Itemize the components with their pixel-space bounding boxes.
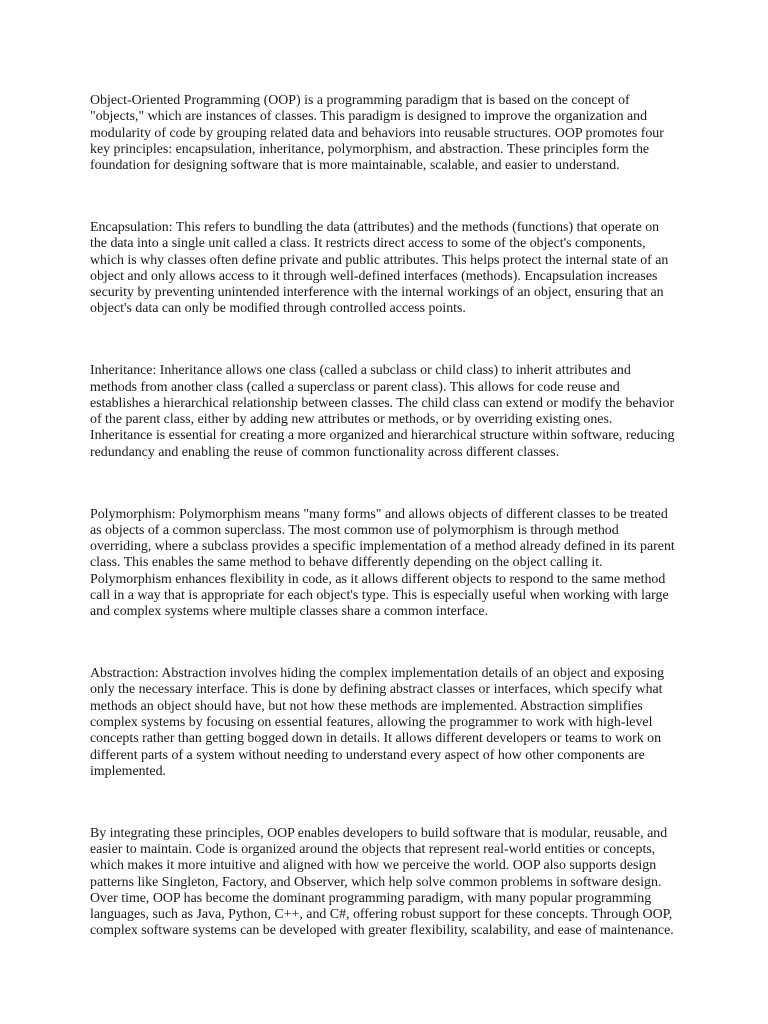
paragraph-polymorphism: Polymorphism: Polymorphism means "many forms" and allows objects of different classes to be treated as objects of a common superclass. The most common use of polymorphism is through method overriding, where a subclass provides a specific implementation of a method already defined in its parent class. This enables the same method to behave differently depending on the object calling it. Polymorphism enhances flexibility in code, as it allows different objects to respond to the same method call in a way that is appropriate for each object's type. This is especially useful when working with large and complex systems where multiple classes share a common interface. xyxy=(90,506,675,620)
paragraph-encapsulation: Encapsulation: This refers to bundling the data (attributes) and the methods (functions) that operate on the data into a single unit called a class. It restricts direct access to some of the object's components, which is why classes often define private and public attributes. This helps protect the internal state of an object and only allows access to it through well-defined interfaces (methods). Encapsulation increases security by preventing unintended interference with the internal workings of an object, ensuring that an object's data can only be modified through controlled access points. xyxy=(90,219,669,317)
paragraph-intro: Object-Oriented Programming (OOP) is a programming paradigm that is based on the concept of "objects," which are instances of classes. This paradigm is designed to improve the organization and modularity of code by grouping related data and behaviors into reusable structures. OOP promotes four key principles: encapsulation, inheritance, polymorphism, and abstraction. These principles form the foundation for designing software that is more maintainable, scalable, and easier to understand. xyxy=(90,93,664,174)
paragraph-abstraction: Abstraction: Abstraction involves hiding the complex implementation details of an object and exposing only the necessary interface. This is done by defining abstract classes or interfaces, which specify what methods an object should have, but not how these methods are implemented. Abstraction simplifies complex systems by focusing on essential features, allowing the programmer to work with high-level concepts rather than getting bogged down in details. It allows different developers or teams to work on different parts of a system without needing to understand every aspect of how other components are implemented. xyxy=(90,666,665,779)
document-body xyxy=(90,93,678,985)
paragraph-conclusion: By integrating these principles, OOP enables developers to build software that is modular, reusable, and easier to maintain. Code is organized around the objects that represent real-world entities or concepts, which makes it more intuitive and aligned with how we perceive the world. OOP also supports design patterns like Singleton, Factory, and Observer, which help solve common problems in software design. Over time, OOP has become the dominant programming paradigm, with many popular programming languages, such as Java, Python, C++, and C#, offering robust support for these concepts. Through OOP, complex software systems can be developed with greater flexibility, scalability, and ease of maintenance. xyxy=(90,825,674,939)
paragraph-inheritance: Inheritance: Inheritance allows one class (called a subclass or child class) to inherit attributes and methods from another class (called a superclass or parent class). This allows for code reuse and establishes a hierarchical relationship between classes. The child class can extend or modify the behavior of the parent class, either by adding new attributes or methods, or by overriding existing ones. Inheritance is essential for creating a more organized and hierarchical structure within software, reducing redundancy and enabling the reuse of common functionality across different classes. xyxy=(90,363,675,460)
